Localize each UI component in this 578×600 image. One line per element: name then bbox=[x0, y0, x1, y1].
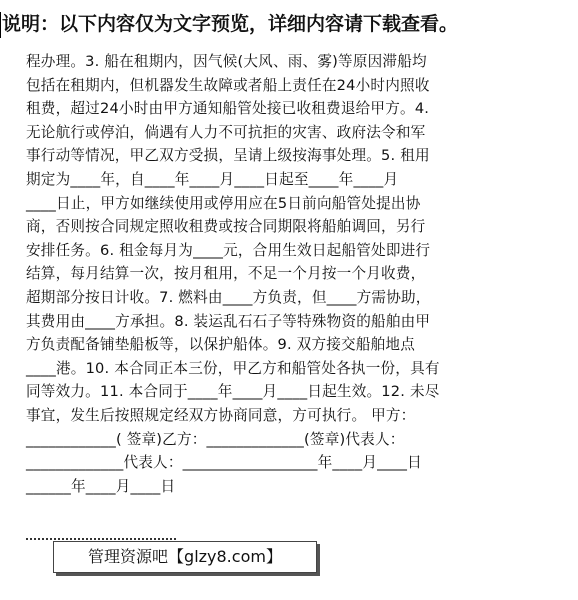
text-line: 其费用由____方承担。8. 装运乱石石子等特殊物资的船舶由甲 bbox=[26, 312, 431, 330]
text-line: _____________代表人：__________________年____月____日 bbox=[26, 454, 422, 472]
text-line: ____港。10. 本合同正本三份，甲乙方和船管处各执一份，具有 bbox=[26, 359, 440, 377]
site-watermark-text: 管理资源吧【glzy8.com】 bbox=[88, 547, 282, 566]
text-line: 方负责配备铺垫船板等，以保护船体。9. 双方接交船舶地点 bbox=[26, 336, 416, 354]
preview-notice bbox=[0, 4, 578, 44]
text-line: 程办理。3. 船在租期内，因气候(大风、雨、雾)等原因滞船均 bbox=[26, 53, 427, 70]
text-line: 结算，每月结算一次，按月租用，不足一个月按一个月收费， bbox=[26, 265, 426, 283]
text-line: 同等效力。11. 本合同于____年____月____日起生效。12. 未尽 bbox=[26, 383, 440, 401]
site-watermark-box bbox=[53, 541, 317, 573]
text-line: 商，否则按合同规定照收租费或按合同期限将船舶调回，另行 bbox=[26, 218, 426, 236]
text-line: 期定为____年，自____年____月____日起至____年____月 bbox=[26, 170, 399, 188]
text-line: 无论航行或停泊，倘遇有人力不可抗拒的灾害、政府法令和军 bbox=[26, 123, 426, 141]
text-line: ____________( 签章)乙方：_____________(签章)代表人： bbox=[26, 430, 405, 448]
text-line: 事宜，发生后按照规定经双方协商同意，方可执行。 甲方： bbox=[26, 406, 416, 424]
text-line: 租费，超过24小时由甲方通知船管处接已收租费退给甲方。4. bbox=[26, 100, 430, 118]
text-line: ______年____月____日 bbox=[26, 477, 176, 495]
text-line: ____日止，甲方如继续使用或停用应在5日前向船管处提出协 bbox=[26, 194, 421, 212]
text-line: 超期部分按日计收。7. 燃料由____方负责，但____方需协助， bbox=[26, 288, 431, 306]
text-cursor bbox=[0, 12, 1, 38]
dotted-separator bbox=[26, 532, 176, 540]
contract-body bbox=[26, 50, 554, 498]
text-line: 事行动等情况，甲乙双方受损，呈请上级按海事处理。5. 租用 bbox=[26, 147, 430, 165]
text-line: 安排任务。6. 租金每月为____元，合用生效日起船管处即进行 bbox=[26, 241, 431, 259]
text-line: 包括在租期内，但机器发生故障或者船上责任在24小时内照收 bbox=[26, 76, 430, 94]
preview-notice-text: 说明：以下内容仅为文字预览，详细内容请下载查看。 bbox=[2, 13, 459, 35]
